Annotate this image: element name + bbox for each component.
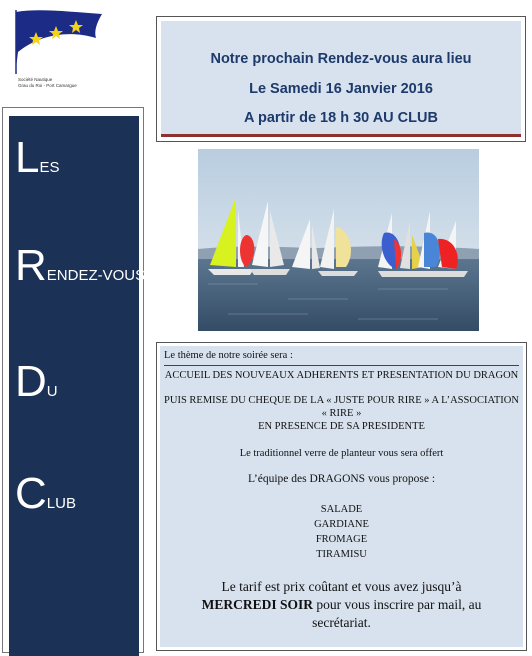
sidebar-title (9, 116, 146, 656)
program-drink: Le traditionnel verre de planteur vous sera offert (239, 448, 444, 459)
flag-icon (10, 8, 110, 76)
program-welcome: ACCUEIL DES NOUVEAUX ADHERENTS ET PRESENTATION DU DRAGON (164, 370, 519, 381)
closing-secretariat: secrétariat. (312, 615, 371, 630)
announcement-line-1: Notre prochain Rendez-vous aura lieu (210, 51, 472, 67)
program-intro: Le thème de notre soirée sera : (164, 350, 293, 361)
program-frame (156, 342, 527, 651)
sailing-photo (198, 149, 479, 331)
announcement-time: A partir de 18 h 30 AU CLUB (244, 110, 438, 126)
closing-deadline: MERCREDI SOIR pour vous inscrire par mail, au (201, 597, 482, 612)
menu-item: TIRAMISU (316, 549, 367, 560)
club-logo (10, 8, 110, 90)
title-word-rendez-vous: RENDEZ-VOUS (15, 241, 146, 290)
announcement-frame (156, 16, 526, 142)
intro-divider (164, 365, 519, 366)
logo-org-name: Société Nautique (18, 77, 53, 82)
program-association: « RIRE » (321, 408, 362, 419)
menu-item: SALADE (320, 504, 363, 515)
logo-org-location: Grau du Roi - Port Camargue (18, 83, 77, 88)
title-word-les: LES (15, 133, 60, 182)
announcement-panel (161, 21, 521, 137)
program-team: L’équipe des DRAGONS vous propose : (247, 473, 436, 485)
menu-item: FROMAGE (315, 534, 368, 545)
sidebar-frame (2, 107, 144, 653)
announcement-date: Le Samedi 16 Janvier 2016 (249, 81, 433, 97)
title-word-club: CLUB (15, 469, 76, 518)
program-cheque: PUIS REMISE DU CHEQUE DE LA « JUSTE POUR RIRE » A L’ASSOCIATION (164, 395, 519, 406)
closing-price: Le tarif est prix coûtant et vous avez jusqu’à (221, 579, 462, 594)
title-word-du: DU (15, 357, 58, 406)
deadline-day: MERCREDI SOIR (201, 597, 314, 612)
menu-item: GARDIANE (314, 519, 369, 530)
program-panel (160, 346, 523, 647)
program-president: EN PRESENCE DE SA PRESIDENTE (258, 421, 425, 432)
